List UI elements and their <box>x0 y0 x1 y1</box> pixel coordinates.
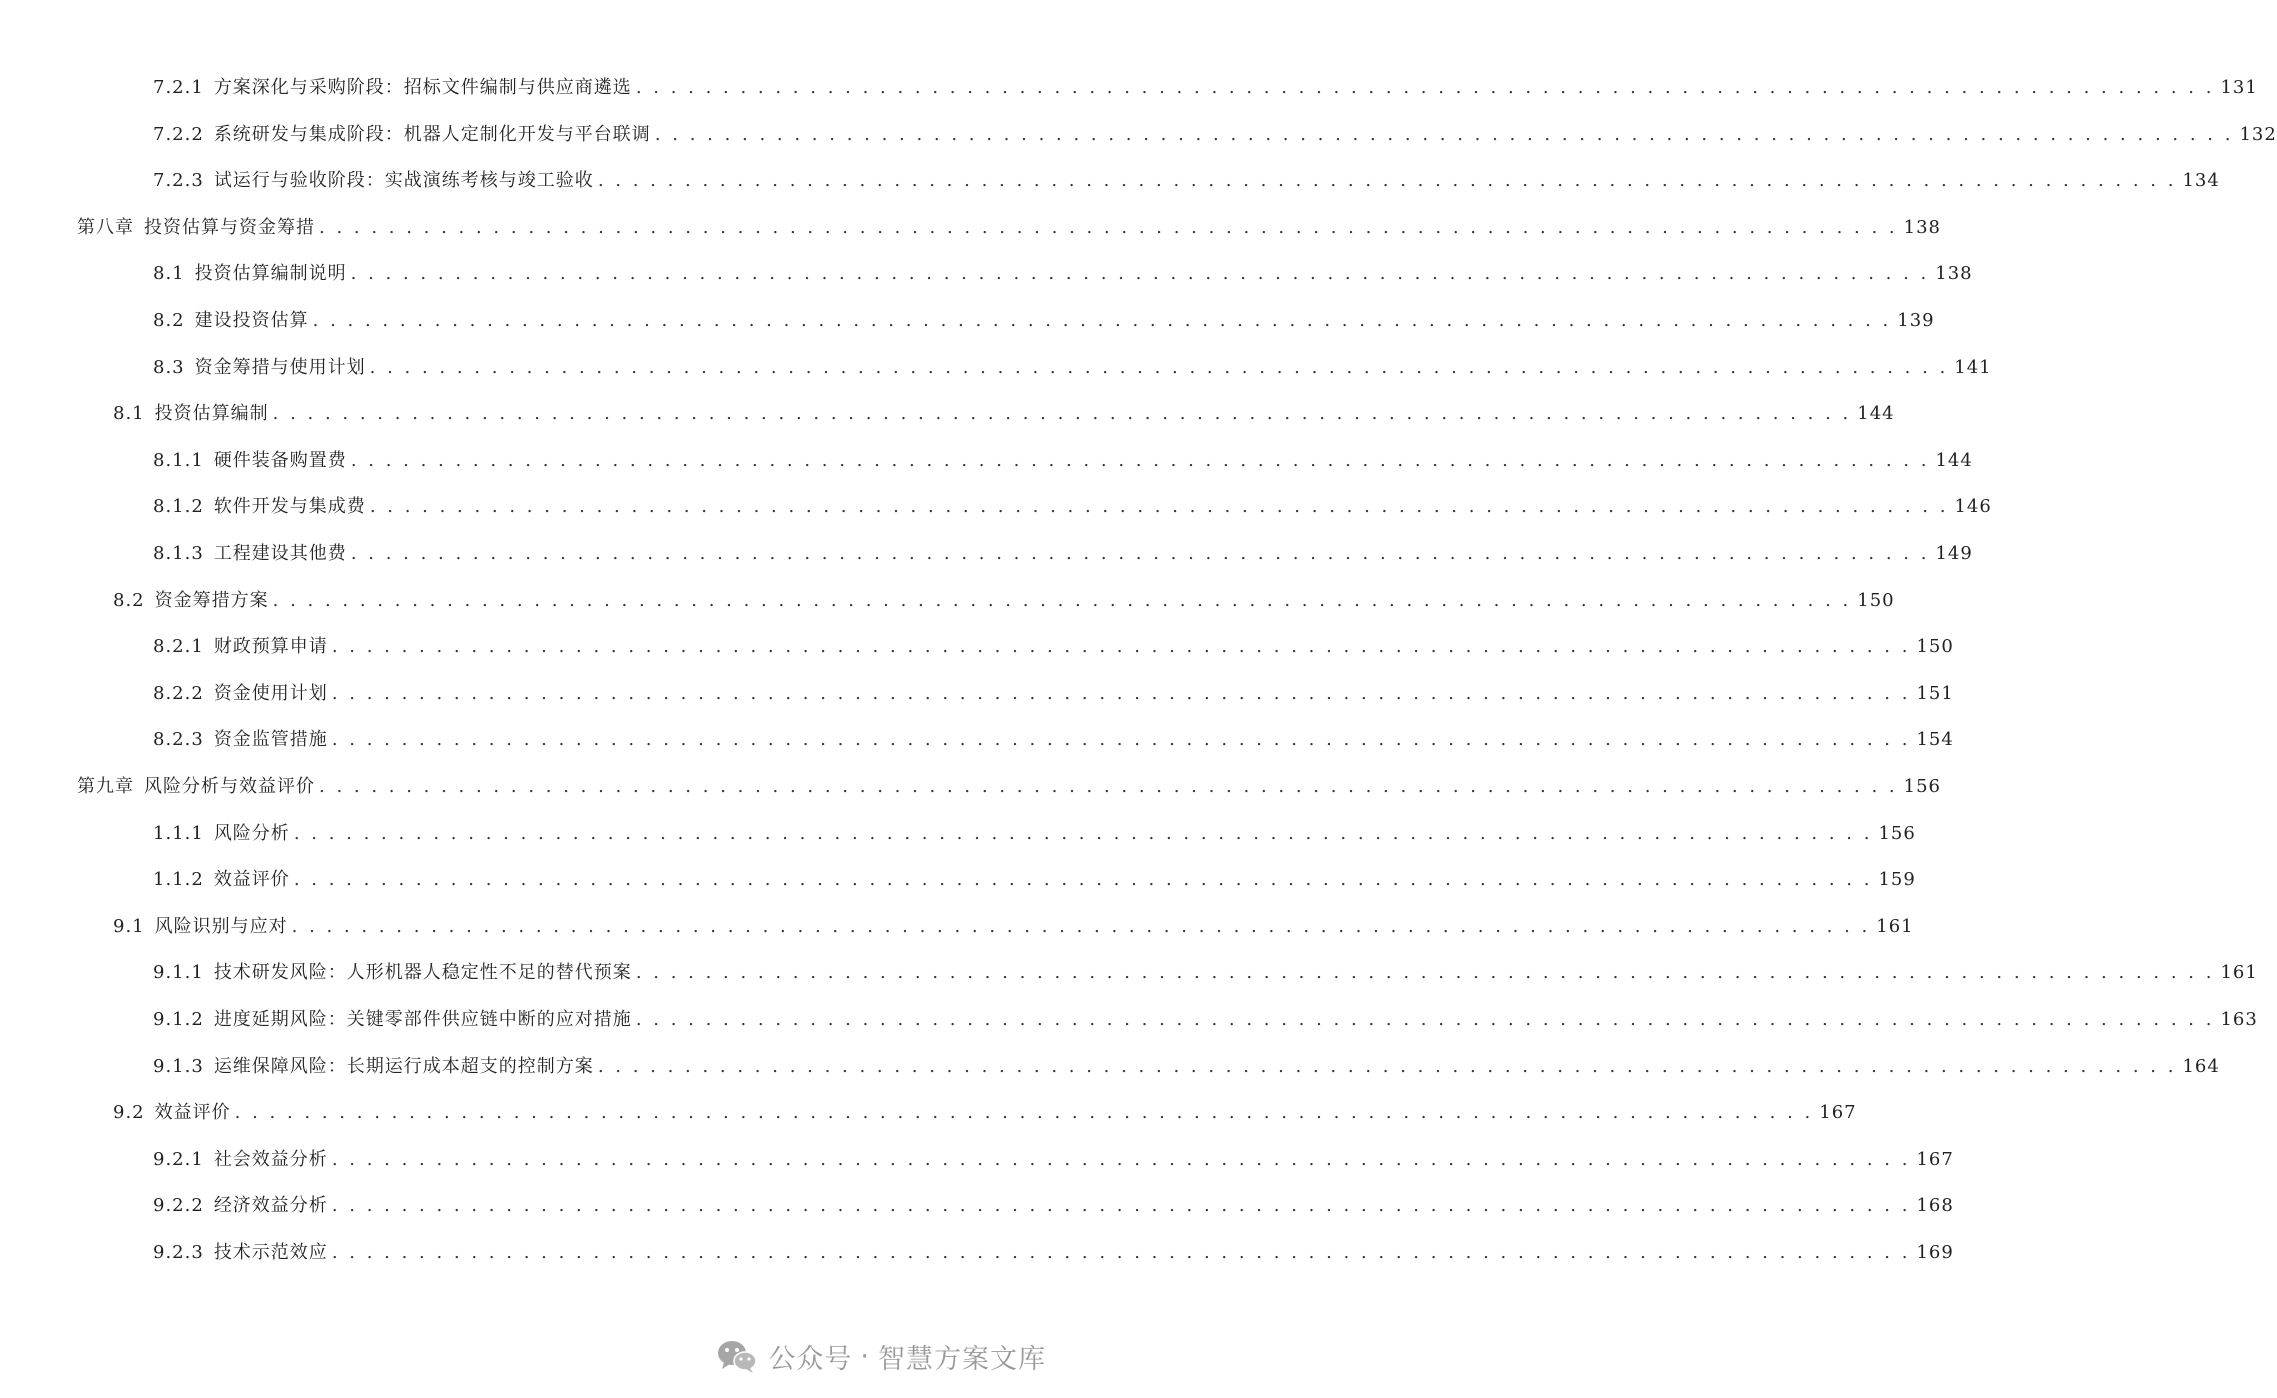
toc-leader-dots: . . . . . . . . . . . . . . . . . . . . . . . . . . . . . . . . . . . . . . . . . . . . . . . . . . . . . . . . . . . . . . . . . . . . . . . . . . . . . . . . . . . . . . . . . . . <box>331 682 1911 704</box>
toc-entry[interactable] <box>153 679 1954 709</box>
toc-entry-page: 131 <box>2220 77 2258 98</box>
toc-entry-title: 风险分析与效益评价 <box>144 776 315 797</box>
toc-entry-title: 软件开发与集成费 <box>213 496 366 518</box>
toc-entry-number: 9.2.3 <box>153 1242 204 1263</box>
toc-entry[interactable] <box>153 446 1973 476</box>
toc-entry[interactable] <box>153 120 2277 150</box>
toc-entry-title: 投资估算与资金筹措 <box>144 216 315 238</box>
toc-entry[interactable] <box>113 1098 1857 1128</box>
toc-entry-number: 8.2 <box>113 589 145 611</box>
toc-leader-dots: . . . . . . . . . . . . . . . . . . . . . . . . . . . . . . . . . . . . . . . . . . . . . . . . . . . . . . . . . . . . . . . . . . . . . . . . . . . . . . . . . . . . . . . . . . . <box>597 170 2177 192</box>
toc-entry[interactable] <box>153 539 1973 569</box>
toc-entry-page: 138 <box>1935 263 1973 285</box>
toc-entry-page: 150 <box>1857 589 1895 611</box>
toc-entry-title: 运维保障风险：长期运行成本超支的控制方案 <box>213 1055 594 1077</box>
toc-entry[interactable] <box>77 772 1941 802</box>
toc-entry-page: 139 <box>1897 310 1935 331</box>
toc-entry-title: 社会效益分析 <box>213 1148 328 1170</box>
toc-entry-number: 9.1 <box>113 915 145 937</box>
toc-leader-dots: . . . . . . . . . . . . . . . . . . . . . . . . . . . . . . . . . . . . . . . . . . . . . . . . . . . . . . . . . . . . . . . . . . . . . . . . . . . . . . . . . . . . . . . . . . . <box>272 589 1852 611</box>
toc-entry-number: 9.2.1 <box>153 1148 204 1170</box>
toc-entry-number: 9.2.2 <box>153 1195 204 1217</box>
toc-entry-page: 167 <box>1819 1102 1857 1124</box>
toc-entry[interactable] <box>113 399 1895 429</box>
toc-entry[interactable] <box>77 213 1941 243</box>
toc-entry-page: 159 <box>1878 869 1916 891</box>
toc-entry-number: 8.1 <box>113 403 145 425</box>
toc-entry-number: 8.1.2 <box>153 496 204 518</box>
toc-entry[interactable] <box>153 1145 1954 1175</box>
toc-entry-title: 经济效益分析 <box>213 1195 328 1217</box>
toc-leader-dots: . . . . . . . . . . . . . . . . . . . . . . . . . . . . . . . . . . . . . . . . . . . . . . . . . . . . . . . . . . . . . . . . . . . . . . . . . . . . . . . . . . . . . . . . . . . <box>272 403 1852 425</box>
toc-leader-dots: . . . . . . . . . . . . . . . . . . . . . . . . . . . . . . . . . . . . . . . . . . . . . . . . . . . . . . . . . . . . . . . . . . . . . . . . . . . . . . . . . . . . . . . . . . . <box>350 543 1930 564</box>
toc-entry-number: 第九章 <box>77 776 134 797</box>
toc-entry-number: 第八章 <box>77 216 134 238</box>
toc-entry-number: 9.2 <box>113 1102 145 1124</box>
toc-leader-dots: . . . . . . . . . . . . . . . . . . . . . . . . . . . . . . . . . . . . . . . . . . . . . . . . . . . . . . . . . . . . . . . . . . . . . . . . . . . . . . . . . . . . . . . . . . . <box>234 1102 1814 1124</box>
toc-entry-title: 资金监管措施 <box>213 729 328 751</box>
toc-entry-number: 8.2.1 <box>153 636 204 658</box>
toc-entry-number: 8.2.3 <box>153 729 204 751</box>
toc-entry-page: 161 <box>2220 962 2258 984</box>
toc-leader-dots: . . . . . . . . . . . . . . . . . . . . . . . . . . . . . . . . . . . . . . . . . . . . . . . . . . . . . . . . . . . . . . . . . . . . . . . . . . . . . . . . . . . . . . . . . . . <box>369 496 1949 518</box>
toc-entry-page: 132 <box>2239 123 2277 145</box>
toc-entry-title: 技术研发风险：人形机器人稳定性不足的替代预案 <box>213 962 632 984</box>
toc-entry-number: 9.1.1 <box>153 962 204 984</box>
toc-entry-page: 161 <box>1876 915 1914 937</box>
toc-entry-page: 164 <box>2182 1055 2220 1077</box>
toc-entry-page: 151 <box>1916 682 1954 704</box>
toc-entry[interactable] <box>153 632 1954 662</box>
toc-entry-title: 资金筹措与使用计划 <box>194 356 366 378</box>
toc-entry-page: 146 <box>1954 496 1992 518</box>
toc-entry-title: 系统研发与集成阶段：机器人定制化开发与平台联调 <box>213 123 651 145</box>
watermark-name: 智慧方案文库 <box>878 1343 1046 1375</box>
toc-entry-page: 156 <box>1878 822 1916 844</box>
toc-leader-dots: . . . . . . . . . . . . . . . . . . . . . . . . . . . . . . . . . . . . . . . . . . . . . . . . . . . . . . . . . . . . . . . . . . . . . . . . . . . . . . . . . . . . . . . . . . . <box>331 1242 1911 1263</box>
toc-entry-number: 7.2.1 <box>153 77 204 98</box>
toc-entry-number: 8.1.1 <box>153 449 204 471</box>
toc-entry-number: 8.3 <box>153 356 185 378</box>
toc-leader-dots: . . . . . . . . . . . . . . . . . . . . . . . . . . . . . . . . . . . . . . . . . . . . . . . . . . . . . . . . . . . . . . . . . . . . . . . . . . . . . . . . . . . . . . . . . . . <box>331 636 1911 658</box>
toc-entry[interactable] <box>153 492 1992 522</box>
toc-entry-page: 167 <box>1916 1148 1954 1170</box>
toc-entry[interactable] <box>153 353 1992 383</box>
toc-entry-title: 技术示范效应 <box>213 1242 328 1263</box>
toc-entry-page: 163 <box>2220 1009 2258 1030</box>
toc-leader-dots: . . . . . . . . . . . . . . . . . . . . . . . . . . . . . . . . . . . . . . . . . . . . . . . . . . . . . . . . . . . . . . . . . . . . . . . . . . . . . . . . . . . . . . . . . . . <box>350 263 1930 285</box>
toc-entry-title: 投资估算编制 <box>154 403 269 425</box>
toc-leader-dots: . . . . . . . . . . . . . . . . . . . . . . . . . . . . . . . . . . . . . . . . . . . . . . . . . . . . . . . . . . . . . . . . . . . . . . . . . . . . . . . . . . . . . . . . . . . <box>331 1195 1911 1217</box>
toc-entry[interactable] <box>113 912 1914 942</box>
toc-entry-page: 134 <box>2182 170 2220 192</box>
toc-entry-number: 1.1.2 <box>153 869 204 891</box>
toc-leader-dots: . . . . . . . . . . . . . . . . . . . . . . . . . . . . . . . . . . . . . . . . . . . . . . . . . . . . . . . . . . . . . . . . . . . . . . . . . . . . . . . . . . . . . . . . . . . <box>319 776 1898 797</box>
toc-leader-dots: . . . . . . . . . . . . . . . . . . . . . . . . . . . . . . . . . . . . . . . . . . . . . . . . . . . . . . . . . . . . . . . . . . . . . . . . . . . . . . . . . . . . . . . . . . . <box>293 822 1873 844</box>
toc-entry[interactable] <box>153 306 1935 336</box>
toc-entry-title: 方案深化与采购阶段：招标文件编制与供应商遴选 <box>213 77 632 98</box>
toc-entry-page: 144 <box>1857 403 1895 425</box>
watermark-label: 公众号 <box>768 1343 853 1375</box>
toc-entry-title: 风险分析 <box>213 822 290 844</box>
toc-leader-dots: . . . . . . . . . . . . . . . . . . . . . . . . . . . . . . . . . . . . . . . . . . . . . . . . . . . . . . . . . . . . . . . . . . . . . . . . . . . . . . . . . . . . . . . . . . . <box>319 216 1898 238</box>
watermark <box>716 1336 1046 1376</box>
toc-entry-number: 1.1.1 <box>153 822 204 844</box>
toc-entry[interactable] <box>153 259 1973 289</box>
toc-leader-dots: . . . . . . . . . . . . . . . . . . . . . . . . . . . . . . . . . . . . . . . . . . . . . . . . . . . . . . . . . . . . . . . . . . . . . . . . . . . . . . . . . . . . . . . . . . . <box>597 1055 2177 1077</box>
toc-entry-number: 7.2.2 <box>153 123 204 145</box>
toc-entry-page: 141 <box>1954 356 1992 378</box>
toc-entry[interactable] <box>153 725 1954 755</box>
toc-entry[interactable] <box>153 1005 2258 1035</box>
toc-leader-dots: . . . . . . . . . . . . . . . . . . . . . . . . . . . . . . . . . . . . . . . . . . . . . . . . . . . . . . . . . . . . . . . . . . . . . . . . . . . . . . . . . . . . . . . . . . . <box>369 356 1949 378</box>
toc-entry-page: 150 <box>1916 636 1954 658</box>
toc-entry-number: 8.2 <box>153 310 185 331</box>
toc-entry-number: 8.2.2 <box>153 682 204 704</box>
toc-entry-title: 财政预算申请 <box>213 636 328 658</box>
toc-leader-dots: . . . . . . . . . . . . . . . . . . . . . . . . . . . . . . . . . . . . . . . . . . . . . . . . . . . . . . . . . . . . . . . . . . . . . . . . . . . . . . . . . . . . . . . . . . . <box>635 962 2215 984</box>
toc-leader-dots: . . . . . . . . . . . . . . . . . . . . . . . . . . . . . . . . . . . . . . . . . . . . . . . . . . . . . . . . . . . . . . . . . . . . . . . . . . . . . . . . . . . . . . . . . . . <box>350 449 1930 471</box>
toc-leader-dots: . . . . . . . . . . . . . . . . . . . . . . . . . . . . . . . . . . . . . . . . . . . . . . . . . . . . . . . . . . . . . . . . . . . . . . . . . . . . . . . . . . . . . . . . . . . <box>293 869 1873 891</box>
toc-entry-number: 9.1.3 <box>153 1055 204 1077</box>
toc-entry-page: 169 <box>1916 1242 1954 1263</box>
toc-leader-dots: . . . . . . . . . . . . . . . . . . . . . . . . . . . . . . . . . . . . . . . . . . . . . . . . . . . . . . . . . . . . . . . . . . . . . . . . . . . . . . . . . . . . . . . . . . . <box>312 310 1892 331</box>
toc-entry-page: 168 <box>1916 1195 1954 1217</box>
watermark-separator: · <box>860 1340 870 1372</box>
toc-entry-title: 试运行与验收阶段：实战演练考核与竣工验收 <box>213 170 594 192</box>
toc-leader-dots: . . . . . . . . . . . . . . . . . . . . . . . . . . . . . . . . . . . . . . . . . . . . . . . . . . . . . . . . . . . . . . . . . . . . . . . . . . . . . . . . . . . . . . . . . . . <box>635 1009 2215 1030</box>
toc-entry[interactable] <box>153 73 2258 103</box>
toc-entry[interactable] <box>113 586 1895 616</box>
toc-leader-dots: . . . . . . . . . . . . . . . . . . . . . . . . . . . . . . . . . . . . . . . . . . . . . . . . . . . . . . . . . . . . . . . . . . . . . . . . . . . . . . . . . . . . . . . . . . . <box>654 123 2234 145</box>
toc-entry-number: 7.2.3 <box>153 170 204 192</box>
toc-entry[interactable] <box>153 1052 2220 1082</box>
toc-leader-dots: . . . . . . . . . . . . . . . . . . . . . . . . . . . . . . . . . . . . . . . . . . . . . . . . . . . . . . . . . . . . . . . . . . . . . . . . . . . . . . . . . . . . . . . . . . . <box>635 77 2215 98</box>
toc-leader-dots: . . . . . . . . . . . . . . . . . . . . . . . . . . . . . . . . . . . . . . . . . . . . . . . . . . . . . . . . . . . . . . . . . . . . . . . . . . . . . . . . . . . . . . . . . . . <box>291 915 1871 937</box>
toc-entry-title: 资金使用计划 <box>213 682 328 704</box>
toc-entry-page: 149 <box>1935 543 1973 564</box>
toc-entry-number: 8.1 <box>153 263 185 285</box>
toc-entry[interactable] <box>153 958 2258 988</box>
toc-leader-dots: . . . . . . . . . . . . . . . . . . . . . . . . . . . . . . . . . . . . . . . . . . . . . . . . . . . . . . . . . . . . . . . . . . . . . . . . . . . . . . . . . . . . . . . . . . . <box>331 1148 1911 1170</box>
toc-entry[interactable] <box>153 166 2220 196</box>
toc-entry-title: 进度延期风险：关键零部件供应链中断的应对措施 <box>213 1009 632 1030</box>
toc-entry-title: 建设投资估算 <box>194 310 309 331</box>
toc-entry[interactable] <box>153 819 1916 849</box>
toc-entry-title: 效益评价 <box>213 869 290 891</box>
toc-entry-page: 156 <box>1903 776 1941 797</box>
toc-leader-dots: . . . . . . . . . . . . . . . . . . . . . . . . . . . . . . . . . . . . . . . . . . . . . . . . . . . . . . . . . . . . . . . . . . . . . . . . . . . . . . . . . . . . . . . . . . . <box>331 729 1911 751</box>
toc-entry-title: 硬件装备购置费 <box>213 449 347 471</box>
toc-entry-number: 8.1.3 <box>153 543 204 564</box>
toc-entry[interactable] <box>153 865 1916 895</box>
toc-entry[interactable] <box>153 1191 1954 1221</box>
toc-entry-page: 154 <box>1916 729 1954 751</box>
wechat-icon <box>716 1338 758 1374</box>
toc-entry-title: 风险识别与应对 <box>154 915 288 937</box>
toc-entry[interactable] <box>153 1238 1954 1268</box>
toc-entry-title: 投资估算编制说明 <box>194 263 347 285</box>
toc-entry-number: 9.1.2 <box>153 1009 204 1030</box>
toc-entry-title: 效益评价 <box>154 1102 231 1124</box>
toc-entry-page: 144 <box>1935 449 1973 471</box>
toc-entry-title: 工程建设其他费 <box>213 543 347 564</box>
toc-entry-page: 138 <box>1903 216 1941 238</box>
toc-entry-title: 资金筹措方案 <box>154 589 269 611</box>
